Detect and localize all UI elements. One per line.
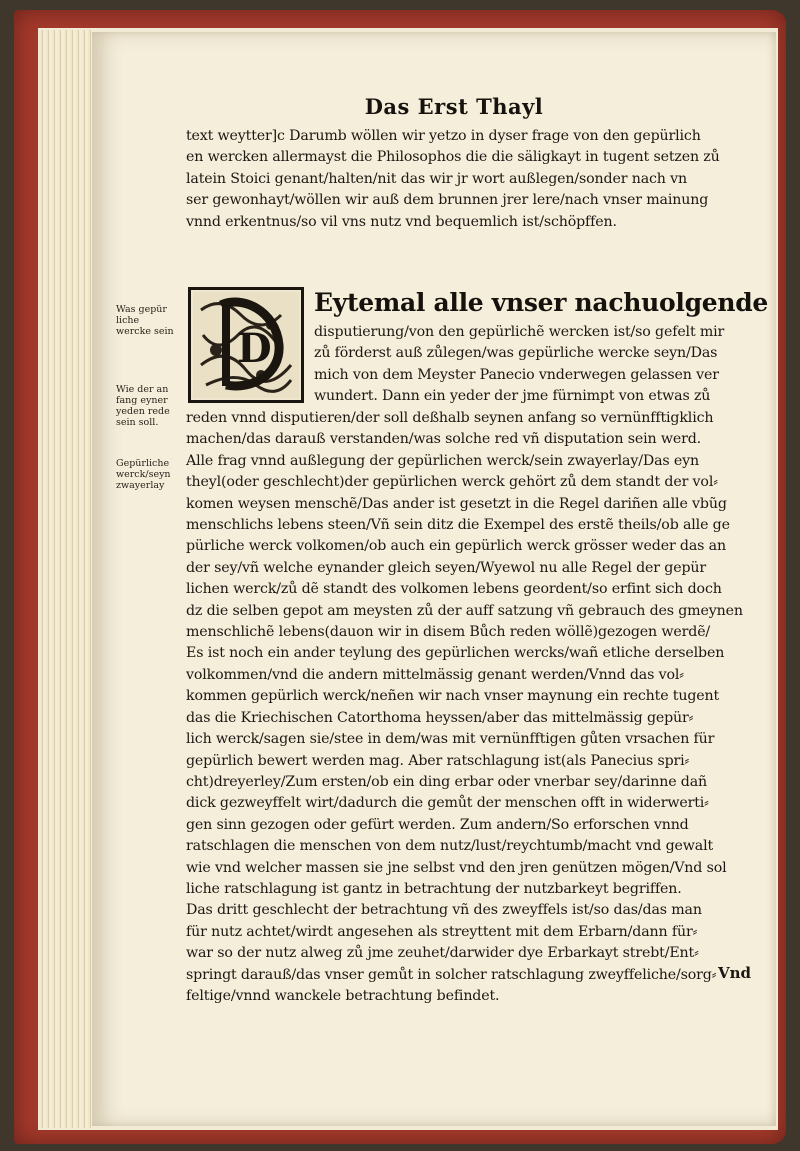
text-line: lichen werck/zů dẽ standt des volkomen lebens geordent/so erfint sich doch <box>186 581 722 598</box>
text-line: pürliche werck volkomen/ob auch ein gepürlich werck grösser weder das an <box>186 538 726 555</box>
catchword: Vnd <box>718 964 752 982</box>
text-line: der sey/vñ welche eynander gleich seyen/Wyewol nu alle Regel der gepür <box>186 559 707 576</box>
intro-paragraph <box>186 126 756 233</box>
text-line: disputierung/von den gepürlichẽ wercken ist/so gefelt mir <box>314 324 725 340</box>
text-line: menschlichs lebens steen/Vñ sein ditz die Exempel des erstẽ theils/ob alle ge <box>186 517 730 534</box>
text-line: ratschlagen die menschen von dem nutz/lust/reychtumb/macht vnd gewalt <box>186 838 714 855</box>
text-line: volkommen/vnd die andern mittelmässig genant werden/Vnnd das vol⸗ <box>186 666 684 683</box>
text-line: reden vnnd disputieren/der soll deßhalb seynen anfang so vernünfftigklich <box>186 410 714 426</box>
body-text <box>186 408 758 1007</box>
margin-note: Gepürliche werck/seyn zwayerlay <box>116 458 171 491</box>
text-line: cht)dreyerley/Zum ersten/ob ein ding erbar oder vnerbar sey/darinne dañ <box>186 773 708 790</box>
text-line: Alle frag vnnd außlegung der gepürlichen werck/sein zwayerlay/Das eyn <box>186 452 699 469</box>
text-line: das die Kriechischen Catorthoma heyssen/aber das mittelmässig gepür⸗ <box>186 709 694 726</box>
text-line: lich werck/sagen sie/stee in dem/was mit vernünfftigen gůten vrsachen für <box>186 731 715 748</box>
text-line: liche ratschlagung ist gantz in betrachtung der nutzbarkeyt begriffen. <box>186 880 682 897</box>
text-line: wie vnd welcher massen sie jne selbst vnd den jren genützen mögen/Vnd sol <box>186 859 727 876</box>
text-line: mich von dem Meyster Panecio vnderwegen gelassen ver <box>314 366 719 383</box>
text-line: dick gezweyffelt wirt/dadurch die gemůt der menschen offt in widerwerti⸗ <box>186 795 709 812</box>
text-line: gen sinn gezogen oder gefürt werden. Zum andern/So erforschen vnnd <box>186 816 689 833</box>
text-line: für nutz achtet/wirdt angesehen als streyttent mit dem Erbarn/dann für⸗ <box>186 923 698 940</box>
text-line: gepürlich bewert werden mag. Aber ratschlagung ist(als Panecius spri⸗ <box>186 752 690 769</box>
text-line: menschlichẽ lebens(dauon wir in disem Bůch reden wöllẽ)gezogen werdẽ/ <box>186 624 711 641</box>
text-line: en wercken allermayst die Philosophos die die säligkayt in tugent setzen zů <box>186 149 720 166</box>
text-line: feltige/vnnd wanckele betrachtung befindet. <box>186 987 500 1004</box>
text-line: war so der nutz alweg zů jme zeuhet/darwider dye Erbarkayt strebt/Ent⸗ <box>186 945 699 962</box>
opening-line: Eytemal alle vnser nachuolgende <box>314 288 769 317</box>
text-line: ser gewonhayt/wöllen wir auß dem brunnen jrer lere/nach vnser mainung <box>186 192 709 209</box>
book-page <box>92 32 776 1126</box>
text-line: wundert. Dann ein yeder der jme fürnimpt von etwas zů <box>314 388 711 405</box>
text-line: Das dritt geschlecht der betrachtung vñ des zweyffels ist/so das/das man <box>186 902 702 919</box>
text-line: latein Stoici genant/halten/nit das wir jr wort außlegen/sonder nach vn <box>186 170 687 187</box>
text-line: vnnd erkentnus/so vil vns nutz vnd bequemlich ist/schöpffen. <box>186 213 617 230</box>
margin-note: Wie der an fang eyner yeden rede sein soll. <box>116 384 170 428</box>
text-line: springt darauß/das vnser gemůt in solcher ratschlagung zweyffeliche/sorg⸗ <box>186 966 717 983</box>
text-line: kommen gepürlich werck/neñen wir nach vnser maynung ein rechte tugent <box>186 688 720 705</box>
ornament-icon <box>191 290 301 400</box>
text-line: Es ist noch ein ander teylung des gepürlichen wercks/wañ etliche derselben <box>186 645 725 662</box>
margin-note: Was gepür liche wercke sein <box>116 304 174 337</box>
running-header: Das Erst Thayl <box>364 94 544 119</box>
text-line: machen/das darauß verstanden/was solche red vñ disputation sein werd. <box>186 431 702 448</box>
text-line: dz die selben gepot am meysten zů der auff satzung vñ gebrauch des gmeynen <box>186 602 743 619</box>
page-edges <box>40 30 92 1128</box>
text-line: komen weysen menschẽ/Das ander ist gesetzt in die Regel dariñen alle vbũg <box>186 495 727 512</box>
decorated-initial <box>188 287 304 403</box>
svg-text:D: D <box>237 325 272 372</box>
text-line: theyl(oder geschlecht)der gepürlichen werck gehört zů dem standt der vol⸗ <box>186 474 718 491</box>
text-line: zů förderst auß zůlegen/was gepürliche wercke seyn/Das <box>314 345 718 362</box>
initial-wrapped-lines <box>314 322 766 408</box>
text-line: text weytter]c Darumb wöllen wir yetzo in dyser frage von den gepürlich <box>186 128 701 144</box>
